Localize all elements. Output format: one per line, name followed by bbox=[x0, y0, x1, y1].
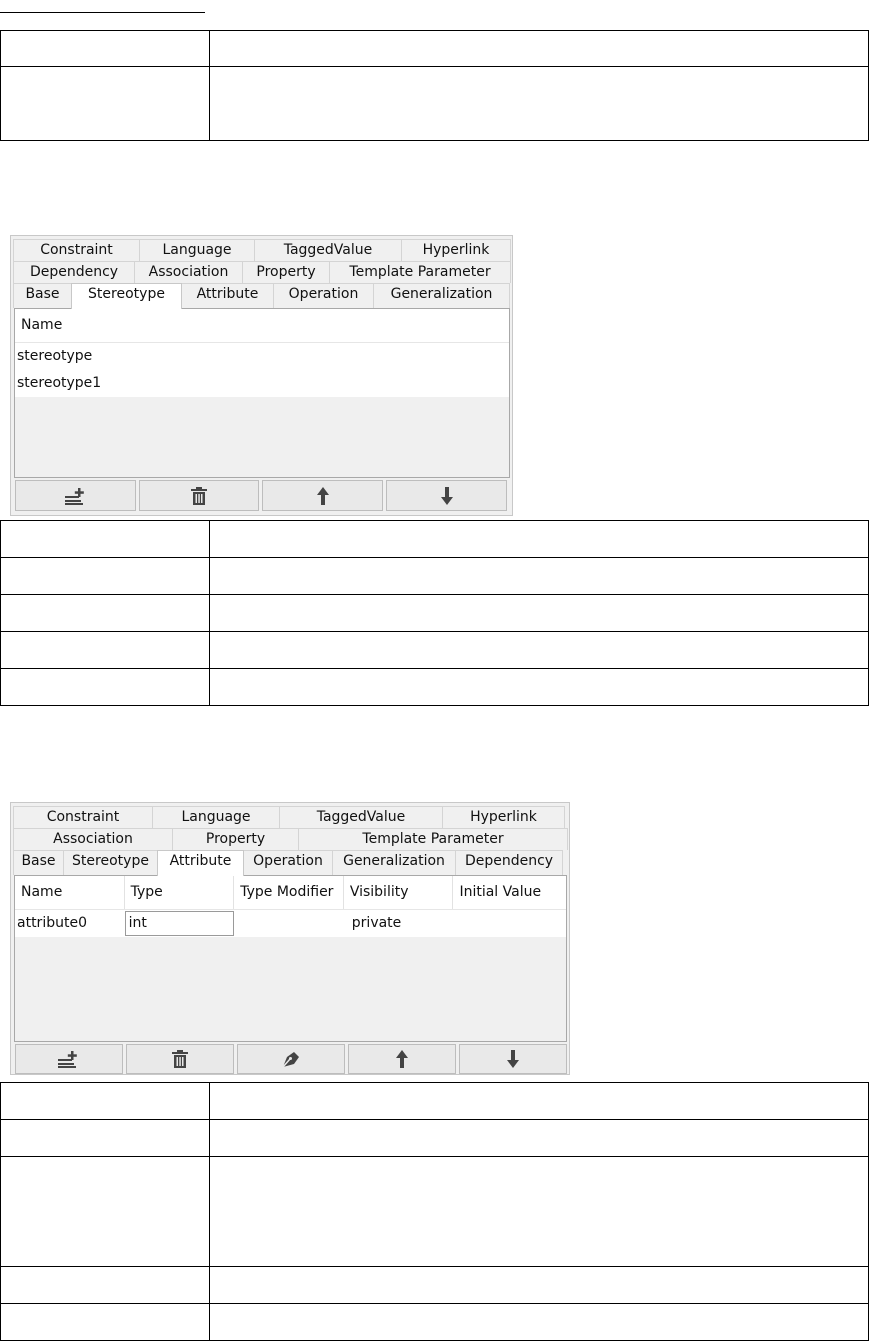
stereotype-name: stereotype1 bbox=[17, 375, 102, 391]
tab-attribute[interactable]: Attribute bbox=[157, 850, 244, 876]
list-item[interactable] bbox=[15, 343, 509, 370]
tab-language[interactable]: Language bbox=[139, 239, 255, 261]
delete-icon bbox=[191, 487, 207, 505]
down-arrow-icon bbox=[507, 1050, 519, 1068]
stereotype-list[interactable] bbox=[14, 308, 510, 478]
delete-button[interactable] bbox=[139, 480, 259, 511]
tab-generalization[interactable]: Generalization bbox=[332, 850, 456, 875]
tab-row-2 bbox=[13, 261, 510, 283]
tab-row-2 bbox=[13, 828, 567, 850]
column-header-visibility[interactable]: Visibility bbox=[344, 876, 454, 909]
move-down-button[interactable] bbox=[386, 480, 507, 511]
attribute-initial-value-cell[interactable] bbox=[453, 910, 566, 937]
tab-hyperlink[interactable]: Hyperlink bbox=[401, 239, 511, 261]
tab-taggedvalue[interactable]: TaggedValue bbox=[254, 239, 402, 261]
doc-table-1 bbox=[0, 30, 869, 141]
column-header-type-modifier[interactable]: Type Modifier bbox=[234, 876, 344, 909]
column-header-name[interactable]: Name bbox=[15, 876, 125, 909]
add-button[interactable] bbox=[15, 480, 136, 511]
up-arrow-icon bbox=[396, 1050, 408, 1068]
tab-hyperlink[interactable]: Hyperlink bbox=[442, 806, 565, 828]
stereotype-panel bbox=[10, 235, 513, 516]
column-header-initial-value[interactable]: Initial Value bbox=[459, 884, 542, 900]
move-up-button[interactable] bbox=[348, 1044, 456, 1074]
tab-language[interactable]: Language bbox=[152, 806, 280, 828]
list-header bbox=[15, 309, 509, 343]
up-arrow-icon bbox=[317, 487, 329, 505]
tab-row-3 bbox=[13, 283, 509, 308]
add-icon bbox=[65, 487, 87, 505]
tab-operation[interactable]: Operation bbox=[273, 283, 374, 308]
edit-button[interactable] bbox=[237, 1044, 345, 1074]
tab-taggedvalue[interactable]: TaggedValue bbox=[279, 806, 443, 828]
list-item[interactable] bbox=[15, 370, 509, 397]
column-header-type[interactable]: Type bbox=[125, 876, 235, 909]
top-rule bbox=[0, 12, 205, 13]
delete-icon bbox=[172, 1050, 188, 1068]
edit-icon bbox=[281, 1050, 301, 1068]
add-button[interactable] bbox=[15, 1044, 123, 1074]
tab-operation[interactable]: Operation bbox=[243, 850, 333, 875]
tab-stereotype[interactable]: Stereotype bbox=[71, 283, 182, 309]
tab-association[interactable]: Association bbox=[134, 261, 243, 283]
tab-row-3 bbox=[13, 850, 562, 875]
move-up-button[interactable] bbox=[262, 480, 383, 511]
tab-dependency[interactable]: Dependency bbox=[455, 850, 563, 875]
attribute-panel bbox=[10, 802, 570, 1075]
attribute-name-cell[interactable]: attribute0 bbox=[17, 915, 87, 931]
stereotype-name: stereotype bbox=[17, 348, 93, 364]
tab-generalization[interactable]: Generalization bbox=[373, 283, 510, 308]
table-row[interactable] bbox=[15, 910, 566, 937]
column-header-name[interactable]: Name bbox=[21, 317, 63, 333]
delete-button[interactable] bbox=[126, 1044, 234, 1074]
doc-table-3 bbox=[0, 1082, 869, 1341]
tab-base[interactable]: Base bbox=[13, 283, 72, 308]
type-input[interactable]: int bbox=[125, 911, 235, 936]
tab-property[interactable]: Property bbox=[172, 828, 299, 850]
attribute-toolbar bbox=[15, 1044, 567, 1074]
tab-template-parameter[interactable]: Template Parameter bbox=[298, 828, 568, 850]
tab-stereotype[interactable]: Stereotype bbox=[63, 850, 158, 875]
attribute-type-modifier-cell[interactable] bbox=[234, 910, 344, 937]
move-down-button[interactable] bbox=[459, 1044, 567, 1074]
tab-row-1 bbox=[13, 806, 564, 828]
tab-association[interactable]: Association bbox=[13, 828, 173, 850]
tab-constraint[interactable]: Constraint bbox=[13, 239, 140, 261]
down-arrow-icon bbox=[441, 487, 453, 505]
tab-base[interactable]: Base bbox=[13, 850, 64, 875]
attribute-visibility-cell[interactable]: private bbox=[351, 915, 402, 931]
doc-table-2 bbox=[0, 520, 869, 706]
tab-attribute[interactable]: Attribute bbox=[181, 283, 274, 308]
table-header bbox=[15, 876, 566, 910]
attribute-type-cell[interactable] bbox=[125, 910, 235, 937]
tab-property[interactable]: Property bbox=[242, 261, 330, 283]
tab-dependency[interactable]: Dependency bbox=[13, 261, 135, 283]
attribute-table[interactable] bbox=[14, 875, 567, 1042]
add-icon bbox=[58, 1050, 80, 1068]
tab-template-parameter[interactable]: Template Parameter bbox=[329, 261, 511, 283]
tab-row-1 bbox=[13, 239, 510, 261]
stereotype-toolbar bbox=[15, 480, 507, 511]
tab-constraint[interactable]: Constraint bbox=[13, 806, 153, 828]
